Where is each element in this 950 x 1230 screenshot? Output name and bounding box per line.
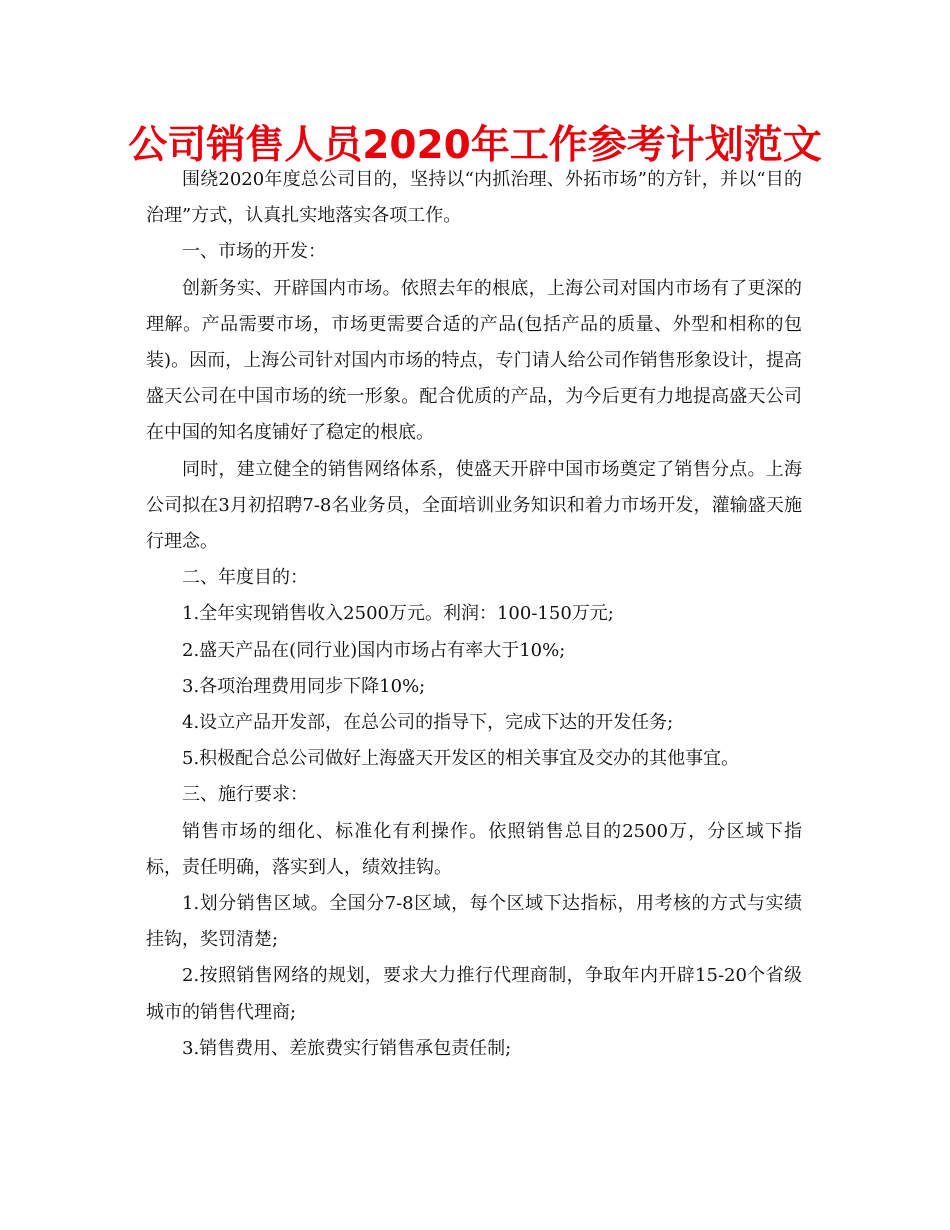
requirement-item: 1.划分销售区域。全国分7-8区域，每个区域下达指标，用考核的方式与实绩挂钩，奖罚清楚;: [146, 893, 802, 951]
document-title: 公司销售人员2020年工作参考计划范文: [128, 123, 822, 168]
goal-item: 1.全年实现销售收入2500万元。利润：100-150万元;: [182, 603, 614, 625]
goal-item: 4.设立产品开发部，在总公司的指导下，完成下达的开发任务;: [182, 712, 674, 734]
section-heading-requirements: 三、施行要求：: [182, 784, 308, 806]
document-body: [146, 162, 802, 1067]
paragraph-market-innovation: 创新务实、开辟国内市场。依照去年的根底，上海公司对国内市场有了更深的理解。产品需要市场，市场更需要合适的产品(包括产品的质量、外型和相称的包装)。因而，上海公司针对国内市场的特点，专门请人给公司作销售形象设计，提高盛天公司在中国市场的统一形象。配合优质的产品，为今后更有力地提高盛天公司在中国的知名度铺好了稳定的根底。: [146, 277, 802, 444]
paragraph-intro: 围绕2020年度总公司目的，坚持以“内抓治理、外拓市场”的方针，并以“目的治理”方式，认真扎实地落实各项工作。: [146, 169, 802, 227]
goal-item: 5.积极配合总公司做好上海盛天开发区的相关事宜及交办的其他事宜。: [182, 748, 740, 770]
goal-item: 2.盛天产品在(同行业)国内市场占有率大于10%;: [182, 639, 566, 661]
section-heading-market: 一、市场的开发：: [182, 241, 326, 263]
goal-item: 3.各项治理费用同步下降10%;: [182, 675, 426, 697]
requirement-item: 3.销售费用、差旅费实行销售承包责任制;: [182, 1037, 512, 1059]
paragraph-sales-network: 同时，建立健全的销售网络体系，使盛天开辟中国市场奠定了销售分点。上海公司拟在3月初招聘7-8名业务员，全面培训业务知识和着力市场开发，灌输盛天施行理念。: [146, 458, 802, 553]
section-heading-annual-goals: 二、年度目的：: [182, 567, 308, 589]
requirement-item: 2.按照销售网络的规划，要求大力推行代理商制，争取年内开辟15-20个省级城市的销售代理商;: [146, 965, 802, 1023]
paragraph-requirements: 销售市场的细化、标准化有利操作。依照销售总目的2500万，分区域下指标，责任明确，落实到人，绩效挂钩。: [146, 820, 802, 878]
